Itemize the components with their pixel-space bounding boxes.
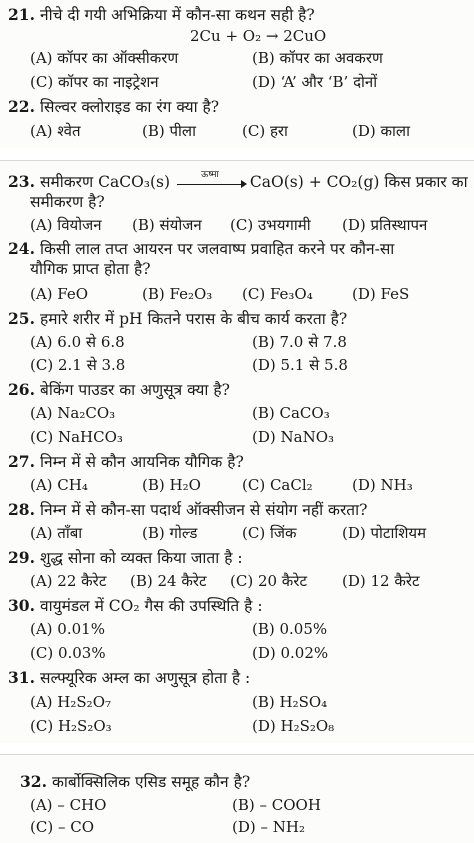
option-d[interactable]: (D) प्रतिस्थापन [342,216,428,234]
question-23 [8,171,468,194]
option-d[interactable]: (D) काला [352,122,410,140]
equation: 2Cu + O₂ → 2CuO [190,27,327,45]
option-b[interactable]: (B) Fe₂O₃ [142,285,213,303]
option-d[interactable]: (D) 12 कैरेट [342,572,420,590]
question-text: किसी लाल तप्त आयरन पर जलवाष्प प्रवाहित करने पर कौन-सा [39,240,395,258]
option-d[interactable]: (D) NH₃ [352,476,413,494]
question-27 [8,451,468,473]
option-b[interactable]: (B) पीला [142,122,196,140]
option-b[interactable]: (B) – COOH [232,796,321,814]
option-a[interactable]: (A) 22 कैरेट [30,572,107,590]
option-d[interactable]: (D) NaNO₃ [252,428,335,446]
question-29 [8,547,468,569]
option-a[interactable]: (A) H₂S₂O₇ [30,693,111,711]
question-number: 27. [8,452,35,471]
option-c[interactable]: (C) 20 कैरेट [230,572,308,590]
option-b[interactable]: (B) 0.05% [252,620,328,638]
option-a[interactable]: (A) 0.01% [30,620,105,638]
question-28 [8,499,468,521]
question-25 [8,308,468,330]
option-a[interactable]: (A) कॉपर का ऑक्सीकरण [30,49,179,67]
arrow-label: ऊष्मा [201,169,219,180]
question-24-line2: यौगिक प्राप्त होता है? [30,260,151,278]
option-d[interactable]: (D) 0.02% [252,644,329,662]
option-d[interactable]: (D) – NH₂ [232,818,305,836]
option-b[interactable]: (B) कॉपर का अवकरण [252,49,383,67]
question-number: 29. [8,548,35,567]
option-c[interactable]: (C) H₂S₂O₃ [30,717,112,735]
question-32 [20,771,468,793]
option-a[interactable]: (A) श्वेत [30,122,81,140]
option-c[interactable]: (C) उभयगामी [230,216,311,234]
option-c[interactable]: (C) Fe₃O₄ [242,285,313,303]
question-24 [8,238,468,260]
option-a[interactable]: (A) वियोजन [30,216,102,234]
option-d[interactable]: (D) 5.1 से 5.8 [252,356,348,374]
question-text: सल्फ्यूरिक अम्ल का अणुसूत्र होता है : [39,669,251,687]
option-a[interactable]: (A) FeO [30,285,89,303]
question-panel-2 [0,160,474,743]
option-b[interactable]: (B) H₂SO₄ [252,693,328,711]
option-c[interactable]: (C) NaHCO₃ [30,428,123,446]
question-text: कार्बोक्सिलिक एसिड समूह कौन है? [51,773,251,791]
question-text: CaO(s) + CO₂(g) किस प्रकार का [249,173,468,191]
option-a[interactable]: (A) – CHO [30,796,107,814]
reaction-arrow [175,169,245,194]
question-number: 32. [20,772,47,791]
option-c[interactable]: (C) CaCl₂ [242,476,313,494]
question-number: 23. [8,172,35,191]
question-number: 31. [8,668,35,687]
option-c[interactable]: (C) 2.1 से 3.8 [30,356,126,374]
option-a[interactable]: (A) Na₂CO₃ [30,404,116,422]
question-text: शुद्ध सोना को व्यक्त किया जाता है : [39,549,243,567]
option-c[interactable]: (C) – CO [30,818,94,836]
question-panel-1 [0,0,474,148]
question-26 [8,379,468,401]
option-d[interactable]: (D) FeS [352,285,410,303]
option-c[interactable]: (C) 0.03% [30,644,106,662]
question-number: 21. [8,5,35,24]
option-b[interactable]: (B) H₂O [142,476,201,494]
question-number: 30. [8,596,35,615]
option-d[interactable]: (D) पोटाशियम [342,524,427,542]
option-b[interactable]: (B) CaCO₃ [252,404,330,422]
option-b[interactable]: (B) संयोजन [132,216,202,234]
option-d[interactable]: (D) H₂S₂O₈ [252,717,335,735]
question-text: वायुमंडल में CO₂ गैस की उपस्थिति है : [39,597,263,615]
question-text: सिल्वर क्लोराइड का रंग क्या है? [39,98,220,116]
question-text: समीकरण CaCO₃(s) [39,173,171,191]
option-a[interactable]: (A) ताँबा [30,524,83,542]
question-number: 28. [8,500,35,519]
option-a[interactable]: (A) CH₄ [30,476,88,494]
option-c[interactable]: (C) कॉपर का नाइट्रेशन [30,73,159,91]
option-c[interactable]: (C) हरा [242,122,288,140]
question-number: 24. [8,239,35,258]
question-30 [8,595,468,617]
option-c[interactable]: (C) जिंक [242,524,297,542]
option-b[interactable]: (B) गोल्ड [142,524,198,542]
question-22 [8,96,468,118]
question-23-line2: समीकरण है? [30,193,105,211]
question-text: निम्न में से कौन आयनिक यौगिक है? [39,453,244,471]
question-panel-3 [0,754,474,843]
question-number: 25. [8,309,35,328]
option-b[interactable]: (B) 24 कैरेट [130,572,207,590]
option-d[interactable]: (D) ‘A’ और ‘B’ दोनों [252,73,378,91]
option-b[interactable]: (B) 7.0 से 7.8 [252,333,347,351]
question-number: 22. [8,97,35,116]
question-31 [8,667,468,689]
question-text: हमारे शरीर में pH कितने परास के बीच कार्य करता है? [39,310,348,328]
question-21 [8,4,468,26]
option-a[interactable]: (A) 6.0 से 6.8 [30,333,125,351]
question-text: बेकिंग पाउडर का अणुसूत्र क्या है? [39,381,230,399]
question-text: नीचे दी गयी अभिक्रिया में कौन-सा कथन सही है? [39,6,315,24]
question-number: 26. [8,380,35,399]
question-text: निम्न में से कौन-सा पदार्थ ऑक्सीजन से संयोग नहीं करता? [39,501,368,519]
